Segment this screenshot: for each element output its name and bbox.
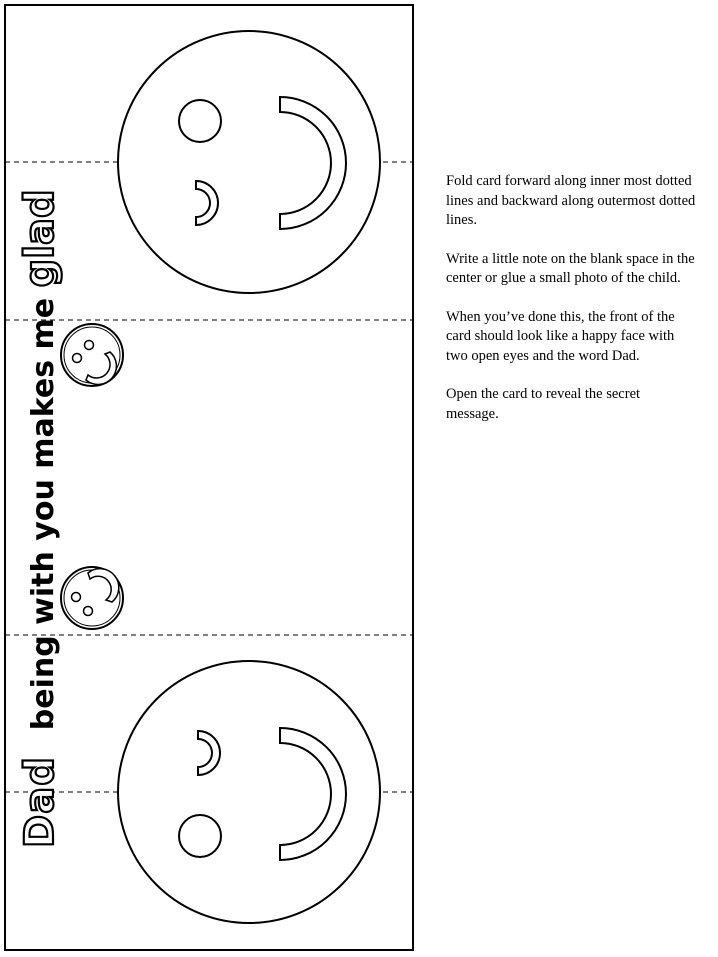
card-title-dad: Dad — [17, 756, 63, 848]
smiley-face-bottom-icon — [118, 661, 380, 923]
smiley-face-top-icon — [118, 31, 380, 293]
open-eye-icon — [179, 815, 221, 857]
small-smiley-upper-icon — [61, 324, 123, 386]
instruction-note: Write a little note on the blank space in the center or glue a small photo of the child. — [446, 250, 695, 286]
small-smiley-lower-icon — [61, 567, 123, 629]
svg-text:Dad being with you makes m — [17, 189, 63, 848]
instructions-panel — [446, 172, 696, 443]
instruction-open: Open the card to reveal the secret message. — [446, 386, 641, 422]
instruction-front: When you’ve done this, the front of the card should look like a happy face with two open eyes and the word Dad. — [446, 308, 675, 364]
card-secret-message: being with you makes me — [26, 287, 61, 731]
open-eye-icon — [179, 100, 221, 142]
instruction-fold: Fold card forward along inner most dotted lines and backward along outermost dotted lines. — [446, 173, 696, 228]
card-word-glad: glad — [17, 189, 63, 288]
